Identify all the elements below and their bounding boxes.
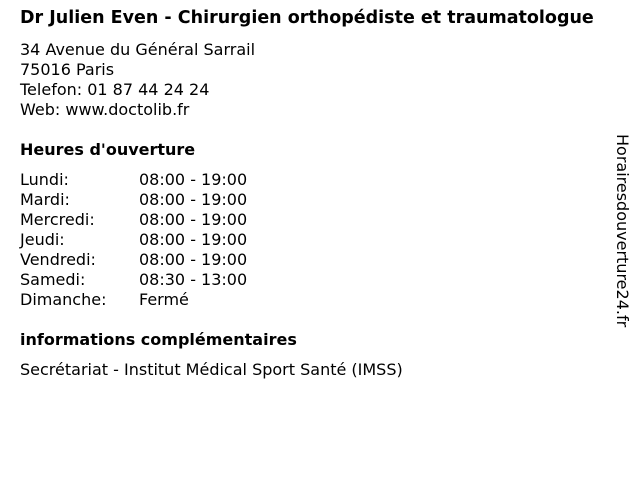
practice-card: [20, 8, 620, 380]
hours-row-tuesday: [20, 190, 620, 210]
time-value: 08:00 - 19:00: [139, 170, 248, 189]
day-label: Jeudi:: [20, 230, 65, 249]
time-value: 08:30 - 13:00: [139, 270, 248, 289]
time-value: 08:00 - 19:00: [139, 210, 248, 229]
day-label: Dimanche:: [20, 290, 107, 309]
time-value: Fermé: [139, 290, 189, 309]
hours-row-thursday: [20, 230, 620, 250]
opening-hours-heading: Heures d'ouverture: [20, 140, 196, 159]
practice-name: Dr Julien Even - Chirurgien orthopédiste et traumatologue: [20, 8, 594, 28]
postal-city: 75016 Paris: [20, 60, 115, 79]
day-label: Samedi:: [20, 270, 86, 289]
time-value: 08:00 - 19:00: [139, 190, 248, 209]
hours-row-wednesday: [20, 210, 620, 230]
hours-row-sunday: [20, 290, 620, 310]
day-label: Lundi:: [20, 170, 69, 189]
additional-info-text: Secrétariat - Institut Médical Sport Santé (IMSS): [20, 360, 403, 379]
hours-row-friday: [20, 250, 620, 270]
address-block: [20, 40, 620, 120]
additional-info-heading: informations complémentaires: [20, 330, 297, 349]
site-watermark: Horairesdouverture24.fr: [613, 134, 632, 328]
street-address: 34 Avenue du Général Sarrail: [20, 40, 256, 59]
time-value: 08:00 - 19:00: [139, 230, 248, 249]
opening-hours-table: [20, 170, 620, 310]
day-label: Mercredi:: [20, 210, 95, 229]
time-value: 08:00 - 19:00: [139, 250, 248, 269]
day-label: Vendredi:: [20, 250, 96, 269]
hours-row-monday: [20, 170, 620, 190]
website-line: Web: www.doctolib.fr: [20, 100, 190, 119]
hours-row-saturday: [20, 270, 620, 290]
phone-line: Telefon: 01 87 44 24 24: [20, 80, 210, 99]
day-label: Mardi:: [20, 190, 70, 209]
